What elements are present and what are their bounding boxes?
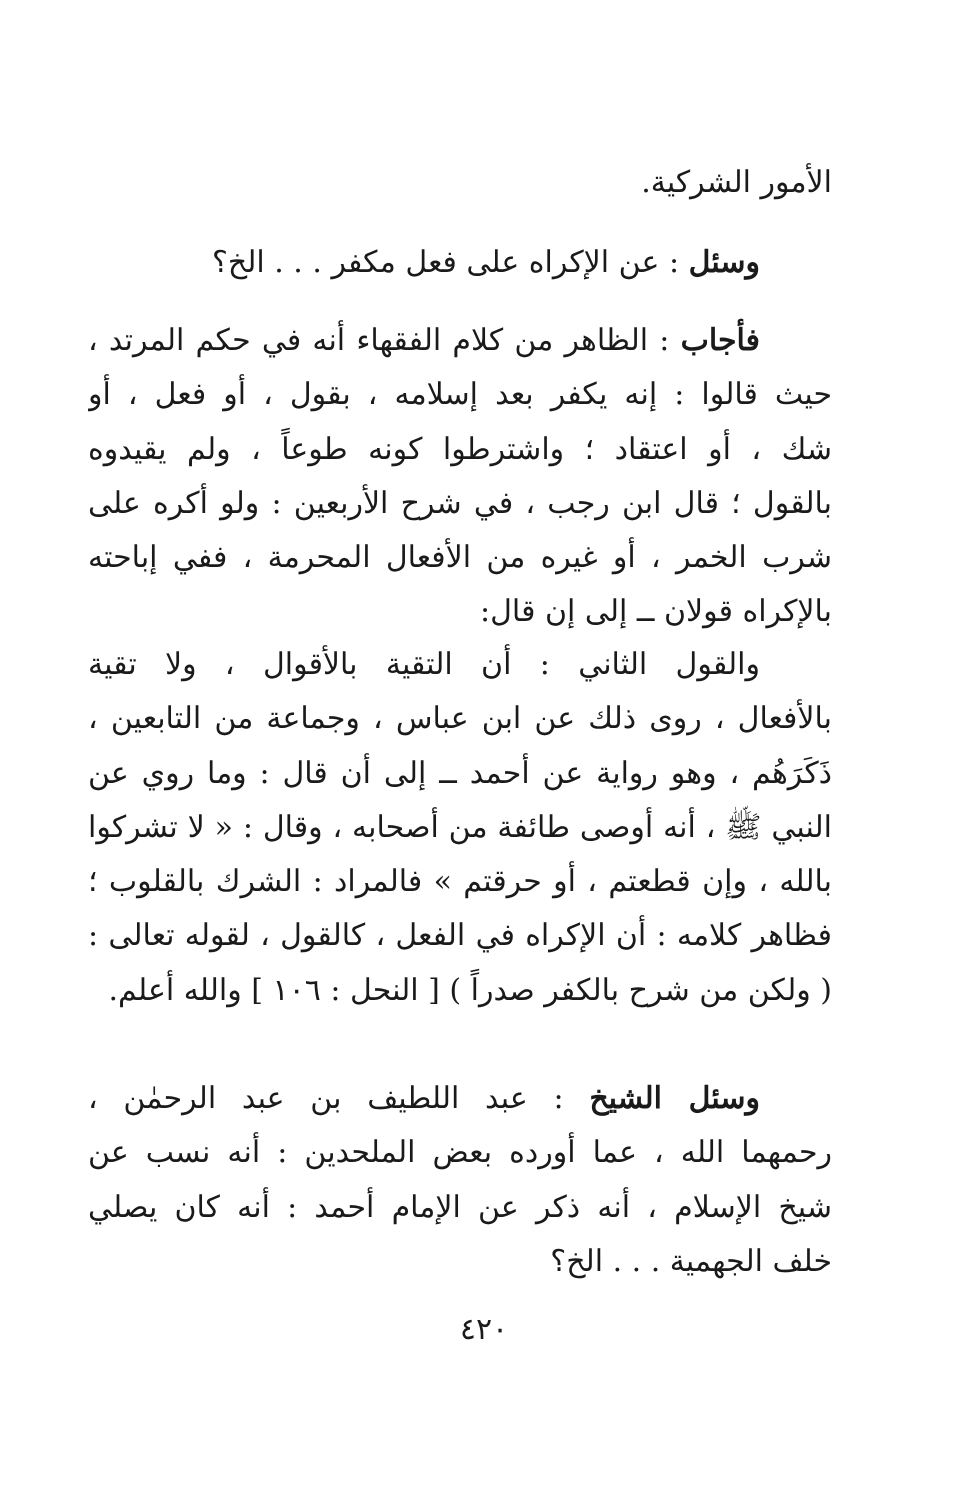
carryover-line: الأمور الشركية. <box>641 165 832 200</box>
carryover-fragment <box>88 156 832 210</box>
question-2-line: خلف الجهمية . . . الخ؟ <box>550 1243 832 1279</box>
answer-1 <box>88 314 832 640</box>
answer-1-line: فأجاب : الظاهر من كلام الفقهاء أنه في حكم المرتد ، <box>88 323 760 358</box>
quote-line: بالله ، وإن قطعتم ، أو حرقتم » فالمراد : الشرك بالقلوب ؛ <box>88 864 832 900</box>
question-2-line: رحمهما الله ، عما أورده بعض الملحدين : أنه نسب عن <box>88 1135 832 1171</box>
answer-1-lead: فأجاب <box>680 323 760 358</box>
answer-1-line: حيث قالوا : إنه يكفر بعد إسلامه ، بقول ، أو فعل ، أو <box>88 377 832 413</box>
quote-line: النبي ﷺ ، أنه أوصى طائفة من أصحابه ، وقال : « لا تشركوا <box>88 809 832 845</box>
answer-1-line: بالإكراه قولان ــ إلى إن قال: <box>480 594 832 630</box>
quote-line: والقول الثاني : أن التقية بالأقوال ، ولا تقية <box>88 647 760 682</box>
quoted-passage <box>88 638 832 1018</box>
question-2 <box>88 1072 832 1289</box>
answer-1-line: شرب الخمر ، أو غيره من الأفعال المحرمة ، ففي إباحته <box>88 540 832 576</box>
quote-line: بالأفعال ، روى ذلك عن ابن عباس ، وجماعة من التابعين ، <box>88 701 832 737</box>
quote-line: ذَكَرَهُم ، وهو رواية عن أحمد ــ إلى أن قال : وما روي عن <box>88 755 832 791</box>
question-2-lead: وسئل الشيخ <box>589 1081 760 1116</box>
quote-line: ( ولكن من شرح بالكفر صدراً ) [ النحل : ١٠٦ ] والله أعلم. <box>108 972 832 1008</box>
question-1-text: : عن الإكراه على فعل مكفر . . . الخ؟ <box>211 245 689 280</box>
answer-1-line: شك ، أو اعتقاد ؛ واشترطوا كونه طوعاً ، ولم يقيدوه <box>88 431 832 467</box>
question-2-line: شيخ الإسلام ، أنه ذكر عن الإمام أحمد : أنه كان يصلي <box>88 1189 832 1225</box>
question-1-lead: وسئل <box>688 245 760 280</box>
question-2-line: وسئل الشيخ : عبد اللطيف بن عبد الرحمٰن ، <box>88 1081 760 1116</box>
question-1-line <box>88 236 832 290</box>
answer-1-line: بالقول ؛ قال ابن رجب ، في شرح الأربعين : ولو أكره على <box>88 485 832 521</box>
quote-line: فظاهر كلامه : أن الإكراه في الفعل ، كالقول ، لقوله تعالى : <box>88 918 832 954</box>
question-1 <box>88 236 832 290</box>
page-number: ٤٢٠ <box>459 1312 509 1347</box>
